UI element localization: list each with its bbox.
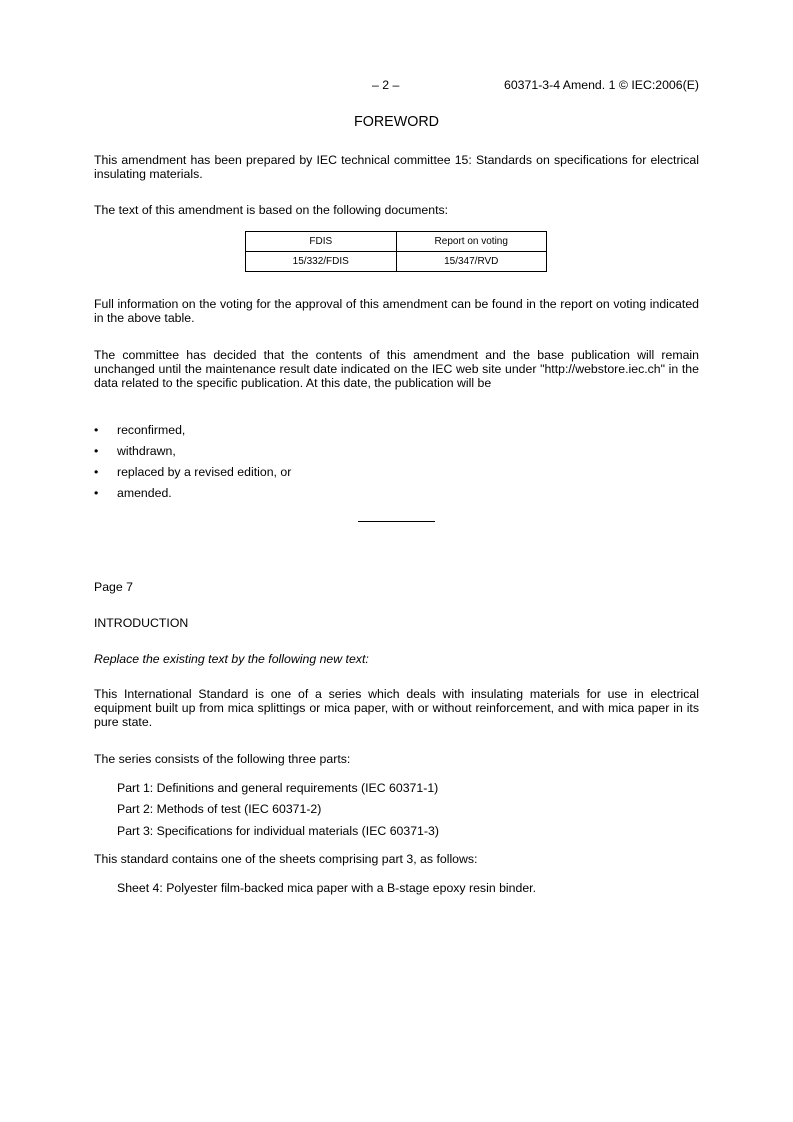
page-reference: Page 7 bbox=[94, 580, 133, 594]
table-cell-fdis: 15/332/FDIS bbox=[246, 252, 397, 272]
list-item bbox=[94, 486, 291, 507]
foreword-paragraph-2: The text of this amendment is based on the following documents: bbox=[94, 203, 449, 217]
table-header-fdis: FDIS bbox=[246, 232, 397, 252]
introduction-title: INTRODUCTION bbox=[94, 616, 189, 630]
bullet-glyph: • bbox=[94, 486, 99, 500]
outcome-list bbox=[94, 423, 291, 507]
bullet-glyph: • bbox=[94, 444, 99, 458]
table-row bbox=[246, 252, 547, 272]
bullet-glyph: • bbox=[94, 465, 99, 479]
document-page bbox=[94, 0, 699, 1122]
list-item bbox=[94, 465, 291, 486]
section-separator bbox=[358, 521, 435, 522]
list-item bbox=[94, 444, 291, 465]
introduction-paragraph-2: The series consists of the following three parts: bbox=[94, 752, 351, 766]
list-item-text: replaced by a revised edition, or bbox=[117, 465, 292, 479]
sheet-4-item: Sheet 4: Polyester film-backed mica paper with a B-stage epoxy resin binder. bbox=[117, 881, 536, 895]
foreword-title: FOREWORD bbox=[354, 114, 439, 130]
list-item-text: reconfirmed, bbox=[117, 423, 186, 437]
part-3-item: Part 3: Specifications for individual materials (IEC 60371-3) bbox=[117, 824, 439, 838]
table-cell-rvd: 15/347/RVD bbox=[396, 252, 547, 272]
introduction-paragraph-3: This standard contains one of the sheets comprising part 3, as follows: bbox=[94, 852, 478, 866]
foreword-paragraph-1: This amendment has been prepared by IEC technical committee 15: Standards on specifications for electrical insulating materials. bbox=[94, 153, 699, 181]
bullet-glyph: • bbox=[94, 423, 99, 437]
table-header-report: Report on voting bbox=[396, 232, 547, 252]
list-item bbox=[94, 423, 291, 444]
table-header-row bbox=[246, 232, 547, 252]
list-item-text: amended. bbox=[117, 486, 172, 500]
list-item-text: withdrawn, bbox=[117, 444, 176, 458]
foreword-paragraph-3: Full information on the voting for the approval of this amendment can be found in the report on voting indicated in the above table. bbox=[94, 297, 699, 325]
foreword-paragraph-4: The committee has decided that the contents of this amendment and the base publication will remain unchanged until the maintenance result date indicated on the IEC web site under "http://webstore.iec.ch" in the data related to the specific publication. At this date, the publication will be bbox=[94, 348, 699, 390]
part-1-item: Part 1: Definitions and general requirements (IEC 60371-1) bbox=[117, 781, 439, 795]
introduction-paragraph-1: This International Standard is one of a series which deals with insulating materials for use in electrical equipment built up from mica splittings or mica paper, with or without reinforcement, and with mica paper in its pure state. bbox=[94, 687, 699, 729]
voting-documents-table bbox=[245, 231, 547, 272]
part-2-item: Part 2: Methods of test (IEC 60371-2) bbox=[117, 802, 322, 816]
document-identifier: 60371-3-4 Amend. 1 © IEC:2006(E) bbox=[504, 78, 699, 92]
page-number: – 2 – bbox=[372, 78, 400, 92]
replacement-instruction: Replace the existing text by the following new text: bbox=[94, 652, 369, 666]
